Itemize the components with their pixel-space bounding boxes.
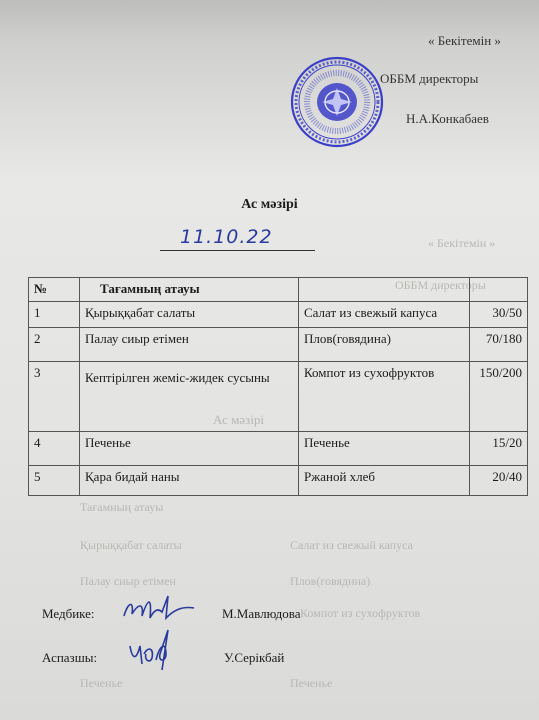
table-row — [29, 328, 528, 362]
bleed-through: Қырыққабат салаты — [80, 538, 182, 552]
header-dish-name: Тағамның атауы — [80, 278, 299, 302]
approval-line-3: Н.А.Конкабаев — [406, 111, 489, 126]
row-portion: 15/20 — [470, 432, 528, 466]
row-dish-kz: Қырыққабат салаты — [80, 302, 299, 328]
bleed-through: Печенье — [290, 676, 333, 690]
menu-date: 11.10.22 — [180, 226, 273, 248]
bleed-through: Салат из свежый капуса — [290, 538, 413, 552]
row-portion: 150/200 — [470, 362, 528, 432]
table-header-row — [29, 278, 528, 302]
table-row — [29, 362, 528, 432]
row-dish-kz: Кептірілген жеміс-жидек сусыны — [80, 362, 299, 432]
bleed-through: Ас мәзірі — [213, 412, 264, 427]
table-row — [29, 432, 528, 466]
row-number: 2 — [29, 328, 80, 362]
bleed-through: Плов(говядина) — [290, 574, 371, 588]
nurse-signature-icon — [118, 592, 198, 626]
row-portion: 20/40 — [470, 466, 528, 496]
row-portion: 30/50 — [470, 302, 528, 328]
nurse-label: Медбике: — [42, 606, 95, 621]
row-dish-kz: Печенье — [80, 432, 299, 466]
bleed-through: Тағамның атауы — [80, 500, 164, 514]
row-number: 3 — [29, 362, 80, 432]
row-dish-kz: Палау сиыр етімен — [80, 328, 299, 362]
document-title: Ас мәзірі — [241, 197, 298, 212]
cook-name: У.Серікбай — [224, 650, 285, 665]
row-number: 5 — [29, 466, 80, 496]
bleed-through: Палау сиыр етімен — [80, 574, 176, 588]
approval-line-1: « Бекітемін » — [428, 33, 501, 48]
date-underline — [160, 250, 315, 251]
row-number: 4 — [29, 432, 80, 466]
menu-table — [28, 277, 528, 496]
cook-label: Аспазшы: — [42, 650, 98, 665]
bleed-through: « Бекітемін » — [428, 236, 496, 250]
row-dish-ru: Компот из сухофруктов — [299, 362, 470, 432]
header-empty — [470, 278, 528, 302]
row-number: 1 — [29, 302, 80, 328]
row-portion: 70/180 — [470, 328, 528, 362]
nurse-name: М.Мавлюдова — [222, 606, 301, 621]
header-empty — [299, 278, 470, 302]
official-seal-icon — [290, 56, 384, 148]
table-row — [29, 302, 528, 328]
row-dish-ru: Салат из свежый капуса — [299, 302, 470, 328]
cook-signature-icon — [122, 624, 182, 674]
bleed-through: ОББМ директоры — [395, 278, 486, 292]
bleed-through: Компот из сухофруктов — [300, 606, 421, 620]
table-row — [29, 466, 528, 496]
row-dish-ru: Ржаной хлеб — [299, 466, 470, 496]
bleed-through: Печенье — [80, 676, 123, 690]
row-dish-ru: Печенье — [299, 432, 470, 466]
row-dish-kz: Қара бидай наны — [80, 466, 299, 496]
header-number: № — [29, 278, 80, 302]
row-dish-ru: Плов(говядина) — [299, 328, 470, 362]
approval-line-2: ОББМ директоры — [380, 71, 479, 86]
